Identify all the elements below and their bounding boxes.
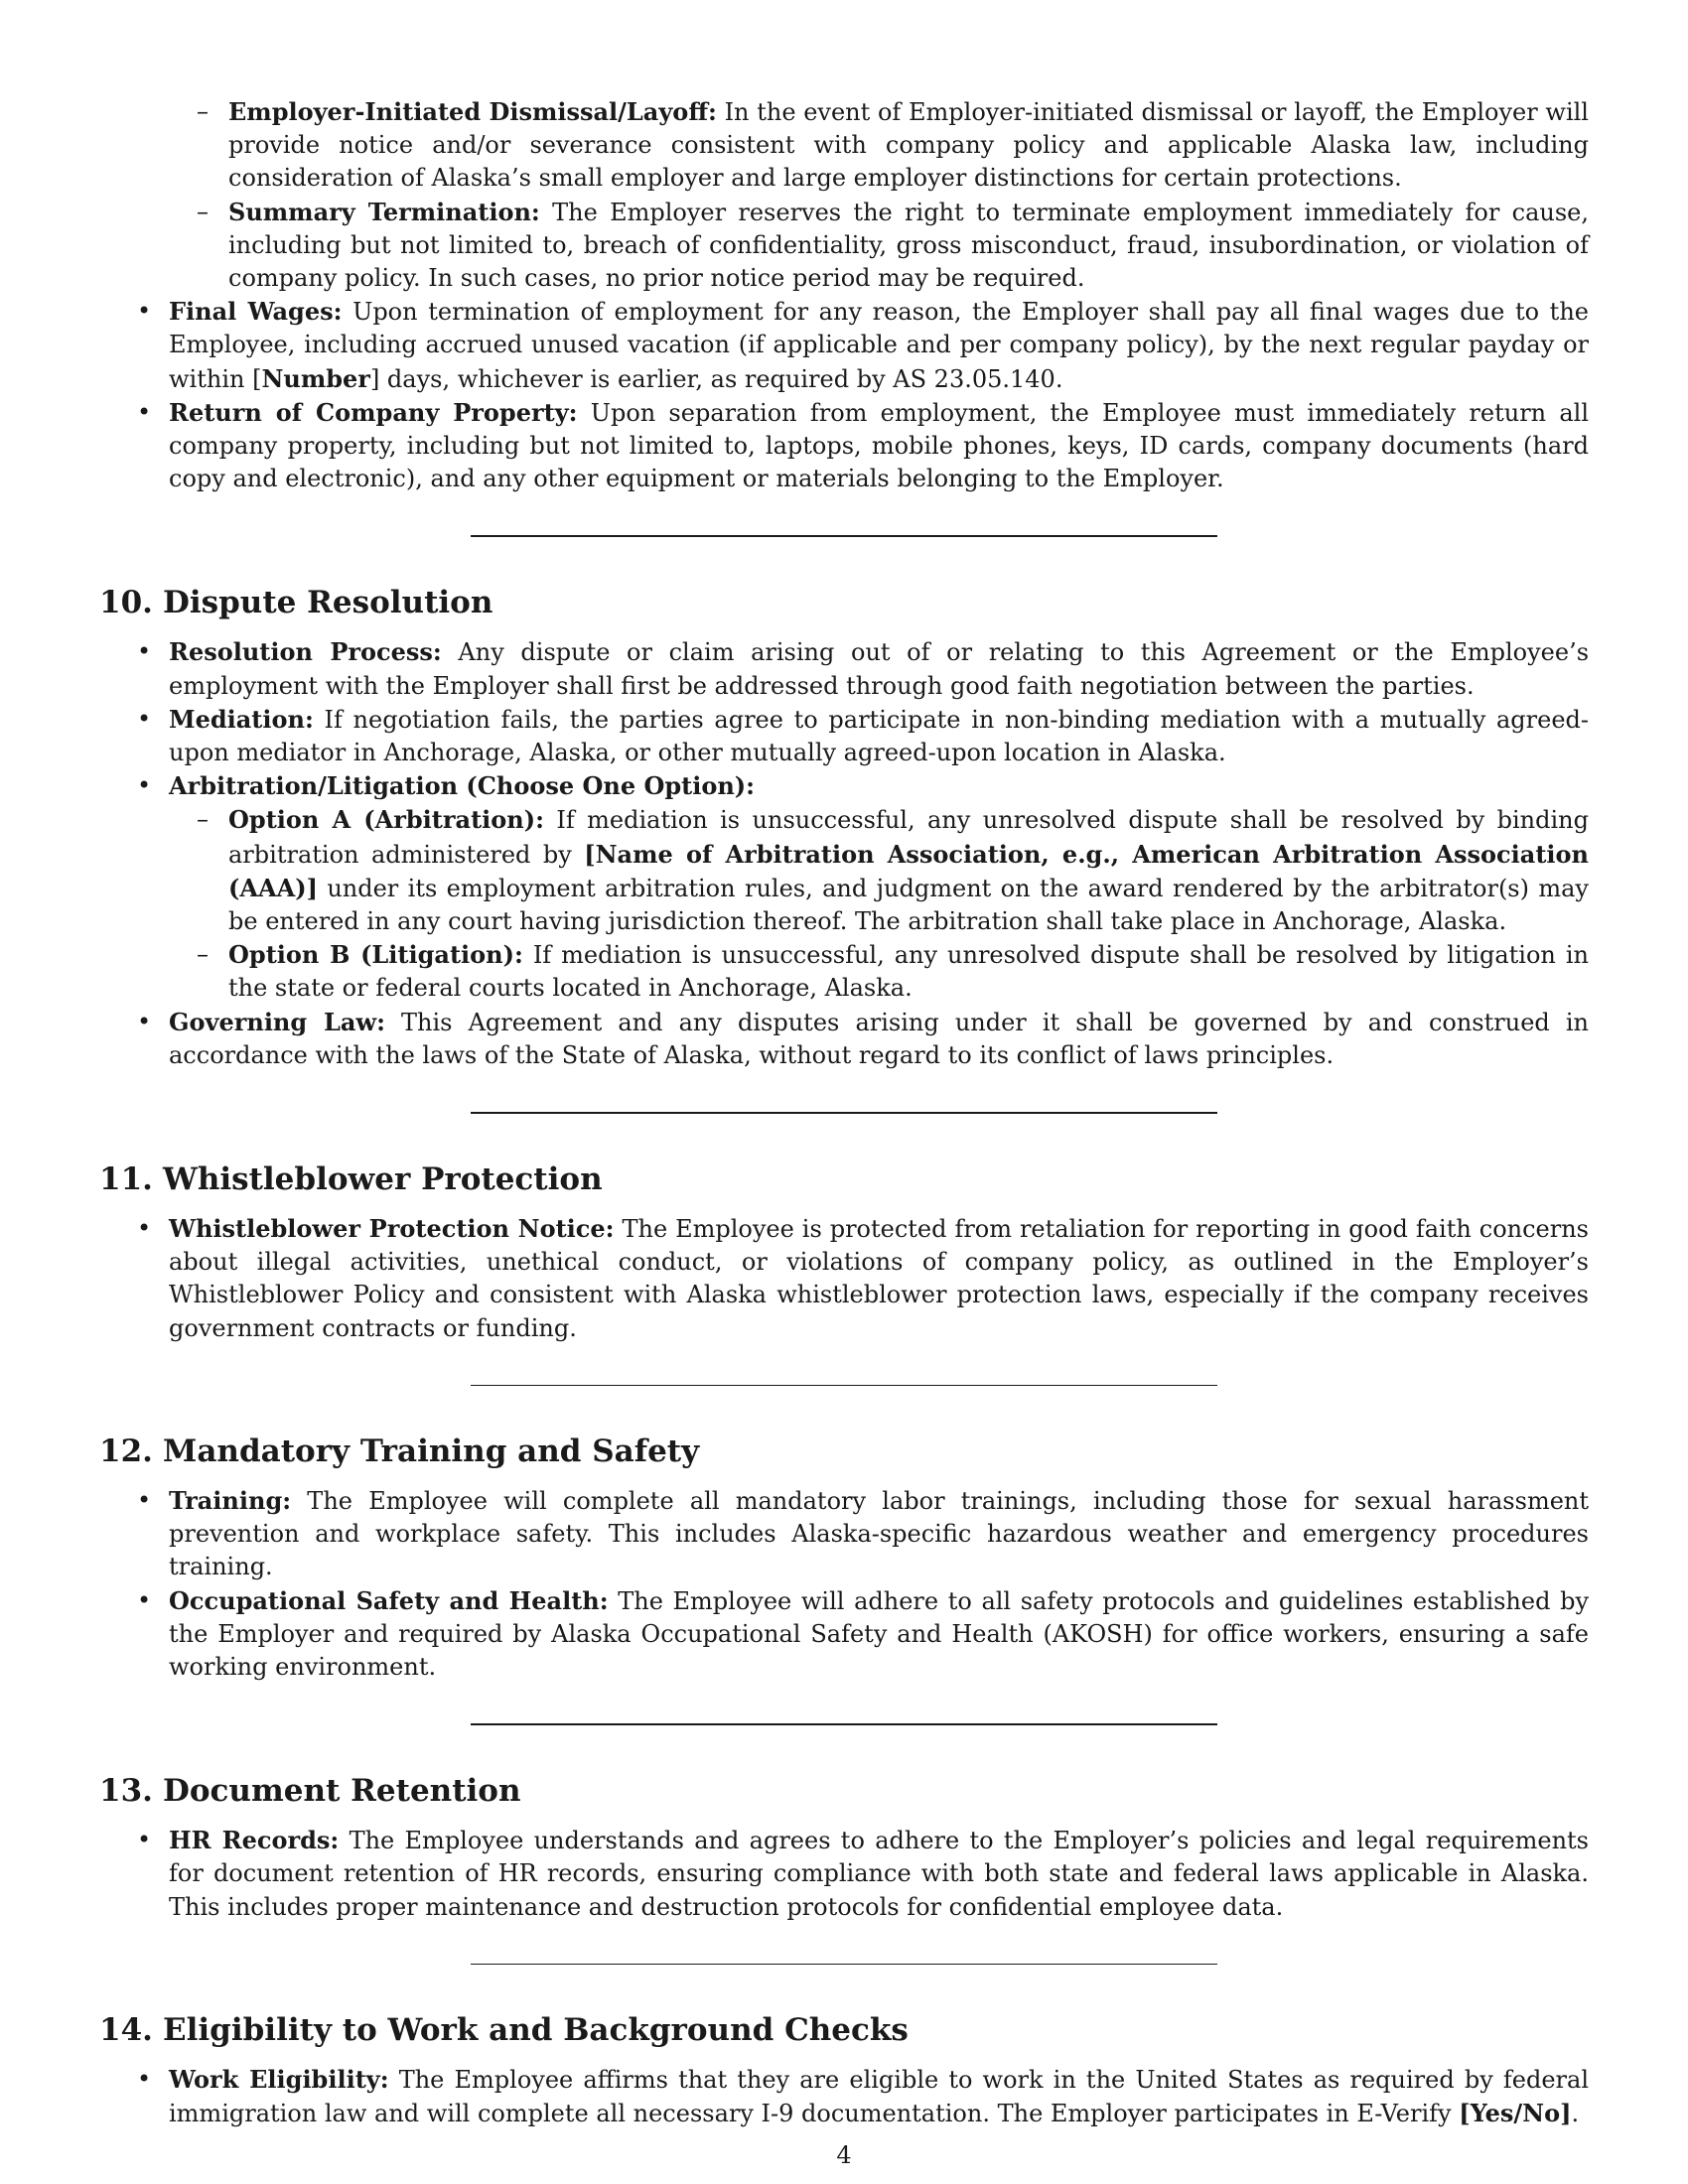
bullet-marker: • — [137, 1585, 152, 1614]
item-label: Final Wages: — [169, 297, 343, 327]
list-item — [99, 1006, 1589, 1072]
item-text: . — [1571, 2099, 1580, 2127]
section-title: Mandatory Training and Safety — [163, 1433, 700, 1469]
item-label: Summary Termination: — [228, 197, 540, 226]
list-item — [99, 769, 1589, 803]
section-number: 12. — [99, 1433, 153, 1469]
section-heading — [99, 1432, 1589, 1471]
list-item — [99, 196, 1589, 296]
item-text: ] days, whichever is earlier, as required by AS 23.05.140. — [369, 364, 1063, 393]
whistleblower-list — [99, 1212, 1589, 1345]
dash-marker: – — [197, 97, 209, 125]
item-text: The Employer reserves the right to terminate employment immediately for cause, including but not limited to, breach of confidentiality, gross misconduct, fraud, insubordination, or violation of company policy. In such cases, no prior notice period may be required. — [228, 198, 1589, 293]
list-item — [99, 295, 1589, 396]
placeholder-field: [Yes/No] — [1459, 2098, 1572, 2127]
list-item — [99, 1484, 1589, 1584]
list-item — [99, 1824, 1589, 1924]
section-title: Eligibility to Work and Background Checks — [163, 2011, 909, 2048]
section-heading — [99, 1771, 1589, 1811]
section-number: 14. — [99, 2011, 153, 2048]
section-heading — [99, 583, 1589, 622]
bullet-marker: • — [137, 297, 152, 326]
item-label: Whistleblower Protection Notice: — [169, 1214, 615, 1244]
document-page — [99, 95, 1589, 2130]
section-title: Dispute Resolution — [163, 585, 493, 621]
eligibility-list — [99, 2063, 1589, 2130]
section-number: 10. — [99, 585, 153, 621]
list-item — [99, 1584, 1589, 1685]
item-label: Option B (Litigation): — [228, 940, 523, 970]
section-number: 11. — [99, 1161, 153, 1198]
item-text: Upon termination of employment for any reason, the Employer shall pay all final wages due to the Employee, including accrued unused vacation (if applicable and per company policy), by the next regular payday or within [ — [169, 298, 1589, 393]
item-text: This Agreement and any disputes arising under it shall be governed by and construed in accordance with the laws of the State of Alaska, without regard to its conflict of laws principles. — [169, 1008, 1589, 1069]
bullet-marker: • — [137, 637, 152, 666]
list-item — [99, 938, 1589, 1005]
list-item — [99, 95, 1589, 196]
dash-marker: – — [197, 197, 209, 225]
bullet-marker: • — [137, 397, 152, 426]
item-text: The Employee understands and agrees to adhere to the Employer’s policies and legal requirements for document retention of HR records, ensuring compliance with both state and federal laws applicable in Alaska. This includes proper maintenance and destruction protocols for confidential employee data. — [169, 1827, 1590, 1921]
dash-marker: – — [197, 940, 209, 969]
item-text: If mediation is unsuccessful, any unresolved dispute shall be resolved by binding arbitration administered by — [228, 806, 1590, 869]
placeholder-field: Number — [261, 363, 370, 393]
item-label: Training: — [169, 1485, 292, 1515]
item-label: Return of Company Property: — [169, 397, 578, 427]
item-text: The Employee will complete all mandatory labor trainings, including those for sexual harassment prevention and workplace safety. This includes Alaska-specific hazardous weather and emergency procedures training. — [169, 1486, 1589, 1581]
item-label: HR Records: — [169, 1826, 340, 1855]
list-item — [99, 703, 1589, 769]
placeholder-field: [Name of Arbitration Association, e.g., American Arbitration Association (AAA)] — [228, 839, 1589, 902]
item-label: Work Eligibility: — [169, 2064, 389, 2094]
bullet-marker: • — [137, 1007, 152, 1035]
dispute-list — [99, 635, 1589, 1072]
dash-marker: – — [197, 805, 209, 834]
item-label: Governing Law: — [169, 1007, 385, 1036]
section-title: Whistleblower Protection — [163, 1161, 603, 1198]
item-text: Any dispute or claim arising out of or relating to this Agreement or the Employee’s employment with the Employer shall first be addressed through good faith negotiation between the parties. — [169, 638, 1590, 700]
bullet-marker: • — [137, 1214, 152, 1243]
item-text: under its employment arbitration rules, and judgment on the award rendered by the arbitrator(s) may be entered in any court having jurisdiction thereof. The arbitration shall take place in Anchorage, Alaska. — [228, 874, 1589, 936]
page-number: 4 — [836, 2141, 852, 2169]
bullet-marker: • — [137, 2064, 152, 2093]
item-text: The Employee will adhere to all safety protocols and guidelines established by the Employer and required by Alaska Occupational Safety and Health (AKOSH) for office workers, ensuring a safe working environment. — [169, 1586, 1590, 1681]
bullet-marker: • — [137, 1485, 152, 1514]
list-item — [99, 2063, 1589, 2130]
item-label: Employer-Initiated Dismissal/Layoff: — [228, 97, 717, 126]
item-text: The Employee is protected from retaliation for reporting in good faith concerns about illegal activities, unethical conduct, or violations of company policy, as outlined in the Employer’s Whistleblower Policy and consistent with Alaska whistleblower protection laws, especially if the company receives government contracts or funding. — [169, 1215, 1589, 1342]
bullet-marker: • — [137, 704, 152, 733]
item-label: Arbitration/Litigation (Choose One Option): — [169, 771, 756, 801]
item-text: If negotiation fails, the parties agree to participate in non-binding mediation with a mutually agreed-upon mediator in Anchorage, Alaska, or other mutually agreed-upon location in Alaska. — [169, 705, 1589, 767]
list-item — [99, 803, 1589, 938]
item-text: Upon separation from employment, the Employee must immediately return all company property, including but not limited to, laptops, mobile phones, keys, ID cards, company documents (hard copy and electronic), and any other equipment or materials belonging to the Employer. — [169, 398, 1589, 493]
item-text: In the event of Employer-initiated dismissal or layoff, the Employer will provide notice and/or severance consistent with company policy and applicable Alaska law, including consideration of Alaska’s small employer and large employer distinctions for certain protections. — [228, 98, 1589, 193]
list-item — [99, 396, 1589, 496]
bullet-marker: • — [137, 1826, 152, 1854]
section-heading — [99, 2010, 1589, 2050]
item-label: Occupational Safety and Health: — [169, 1585, 609, 1615]
item-label: Option A (Arbitration): — [228, 805, 544, 835]
section-heading — [99, 1160, 1589, 1199]
item-label: Resolution Process: — [169, 637, 442, 667]
item-text: If mediation is unsuccessful, any unresolved dispute shall be resolved by litigation in the state or federal courts located in Anchorage, Alaska. — [228, 941, 1589, 1003]
section-number: 13. — [99, 1773, 153, 1810]
retention-list — [99, 1824, 1589, 1924]
termination-list — [99, 95, 1589, 495]
item-label: Mediation: — [169, 704, 314, 734]
list-item — [99, 635, 1589, 702]
training-list — [99, 1484, 1589, 1684]
bullet-marker: • — [137, 771, 152, 800]
list-item — [99, 1212, 1589, 1345]
section-title: Document Retention — [163, 1773, 521, 1810]
item-text: The Employee affirms that they are eligible to work in the United States as required by federal immigration law and will complete all necessary I-9 documentation. The Employer participates in E-Verify — [169, 2065, 1589, 2127]
